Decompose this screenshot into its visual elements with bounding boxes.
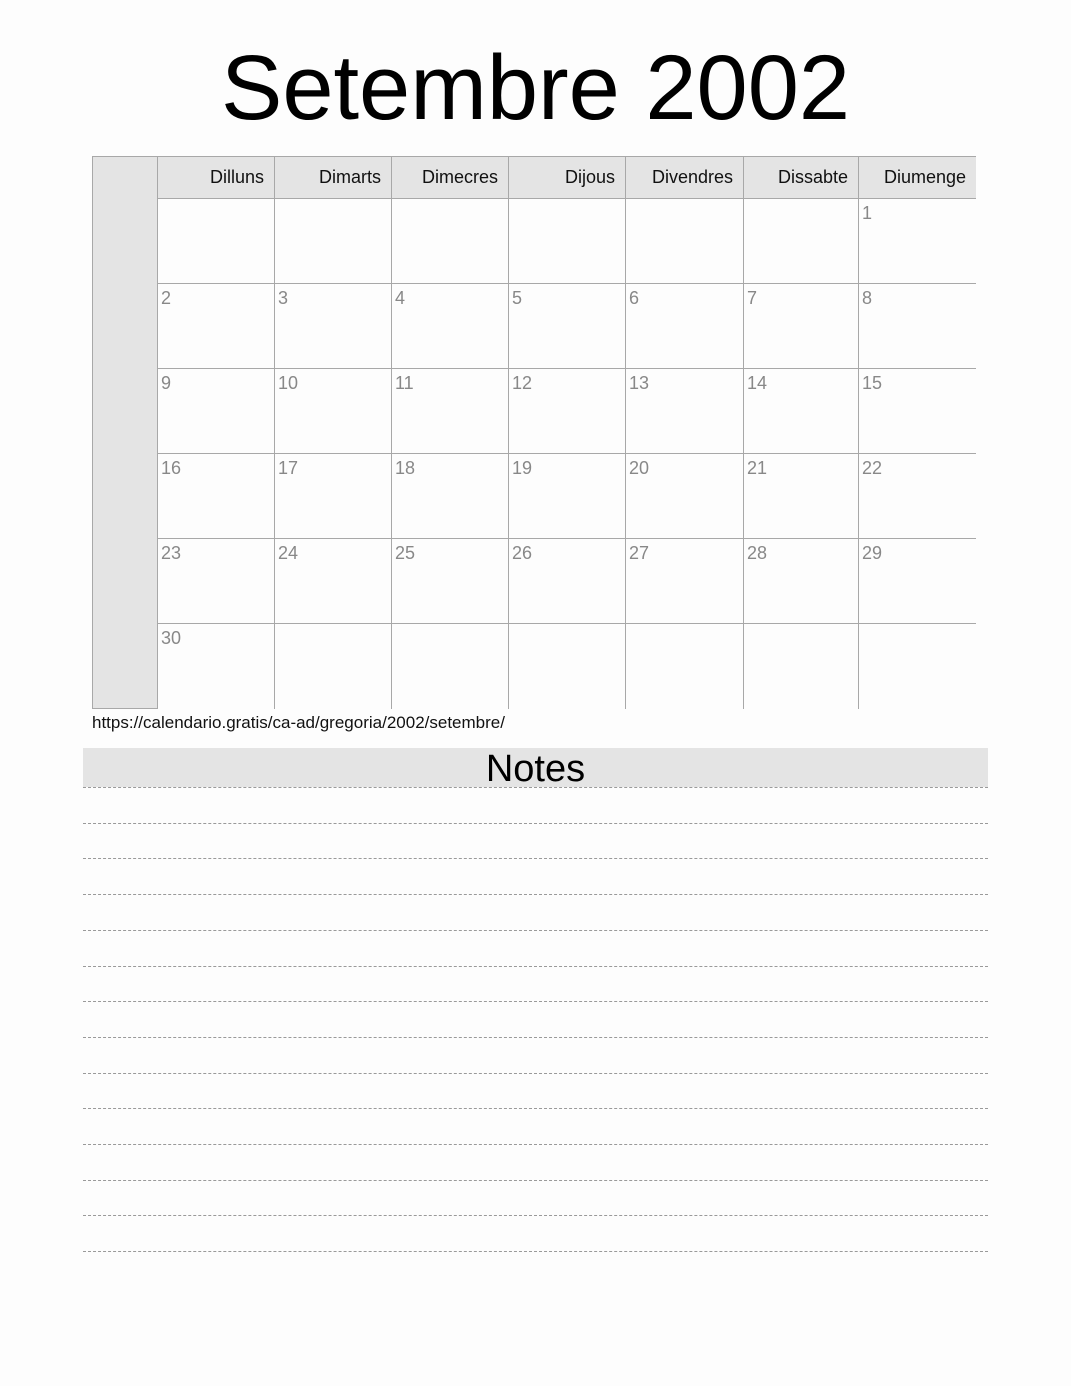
calendar-table [158,157,975,708]
weekday-header: Dimarts [275,157,392,199]
day-cell: 12 [509,369,626,454]
day-cell: 6 [626,284,744,369]
day-cell: 27 [626,539,744,624]
day-cell [509,199,626,284]
day-cell: 21 [744,454,859,539]
day-cell: 18 [392,454,509,539]
day-cell [158,199,275,284]
weekday-header: Diumenge [859,157,976,199]
day-cell: 30 [158,624,275,709]
note-line [83,787,988,788]
note-line [83,894,988,895]
calendar-grid [92,156,976,709]
day-cell: 17 [275,454,392,539]
notes-title: Notes [83,748,988,787]
day-cell: 1 [859,199,976,284]
note-line [83,1108,988,1109]
note-line [83,1001,988,1002]
day-cell: 4 [392,284,509,369]
weekday-header: Dijous [509,157,626,199]
weekday-header: Dimecres [392,157,509,199]
day-cell: 7 [744,284,859,369]
note-line [83,1073,988,1074]
note-line [83,930,988,931]
note-line [83,1144,988,1145]
day-cell: 28 [744,539,859,624]
note-line [83,823,988,824]
day-cell: 10 [275,369,392,454]
day-cell: 24 [275,539,392,624]
day-cell: 15 [859,369,976,454]
day-cell: 9 [158,369,275,454]
note-line [83,966,988,967]
day-cell [509,624,626,709]
weekday-header: Dilluns [158,157,275,199]
note-line [83,858,988,859]
day-cell [392,199,509,284]
source-url: https://calendario.gratis/ca-ad/gregoria/2002/setembre/ [92,713,505,732]
day-cell [275,624,392,709]
page-title: Setembre 2002 [220,37,851,139]
day-cell: 14 [744,369,859,454]
day-cell [275,199,392,284]
weekday-header: Divendres [626,157,744,199]
day-cell: 8 [859,284,976,369]
note-line [83,1251,988,1252]
day-cell: 16 [158,454,275,539]
day-cell: 19 [509,454,626,539]
day-cell: 3 [275,284,392,369]
day-cell: 23 [158,539,275,624]
day-cell: 11 [392,369,509,454]
day-cell: 20 [626,454,744,539]
day-cell: 25 [392,539,509,624]
day-cell [859,624,976,709]
day-cell [744,199,859,284]
weekday-header: Dissabte [744,157,859,199]
note-line [83,1037,988,1038]
day-cell: 2 [158,284,275,369]
day-cell: 29 [859,539,976,624]
day-cell: 26 [509,539,626,624]
day-cell [744,624,859,709]
note-line [83,1180,988,1181]
day-cell: 5 [509,284,626,369]
day-cell [626,199,744,284]
day-cell: 22 [859,454,976,539]
note-line [83,1215,988,1216]
week-number-column [93,157,158,708]
day-cell: 13 [626,369,744,454]
day-cell [626,624,744,709]
day-cell [392,624,509,709]
